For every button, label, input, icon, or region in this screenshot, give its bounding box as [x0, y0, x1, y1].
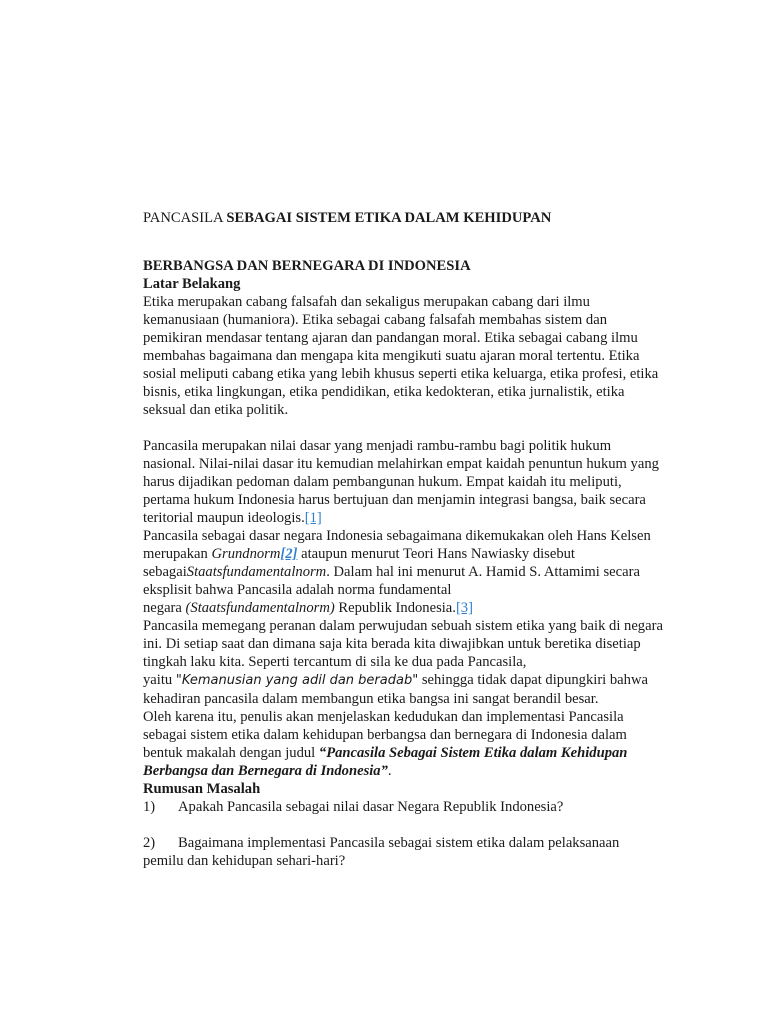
grundnorm-text-a: Pancasila sebagai dasar negara Indonesia sebagaimana dikemukakan oleh Hans Kelsen merupakan — [143, 528, 651, 562]
peranan-text-b: sehingga tidak dapat dipungkiri bahwa kehadiran pancasila dalam membangun etika bangsa ini sangat berandil besar. — [143, 672, 648, 707]
paragraph-nilai-dasar-text: Pancasila merupakan nilai dasar yang menjadi rambu-rambu bagi politik hukum nasional. Nilai-nilai dasar itu kemudian melahirkan empat kaidah penuntun hukum yang harus dijadikan pedoman dalam pembangunan hukum. Empat kaidah itu meliputi, pertama hukum Indonesia harus bertujuan dan menjamin integrasi bangsa, baik secara teritorial maupun ideologis. — [143, 438, 659, 526]
footnote-ref-1[interactable]: [1] — [304, 510, 322, 526]
peranan-yaitu: yaitu — [143, 672, 176, 688]
oleh-karena-end: . — [387, 763, 392, 779]
sila-quote: "Kemanusian yang adil dan beradab" — [175, 673, 419, 688]
grundnorm-term: Grundnorm — [211, 546, 281, 562]
section-heading-latar-belakang: Latar Belakang — [143, 276, 241, 292]
list-item — [143, 798, 663, 816]
list-item — [143, 834, 663, 870]
paragraph-grundnorm — [143, 527, 663, 617]
grundnorm-text-e: Republik Indonesia. — [334, 600, 456, 616]
paragraph-oleh-karena-itu — [143, 708, 663, 780]
title-part-2: SEBAGAI SISTEM ETIKA DALAM KEHIDUPAN — [226, 210, 552, 226]
paragraph-gap — [143, 419, 663, 437]
list-number: 1) — [143, 799, 156, 815]
document-title-line-2: BERBANGSA DAN BERNEGARA DI INDONESIA — [143, 258, 471, 274]
staatsfundamentalnorm-term-2: (Staatsfundamentalnorm) — [185, 600, 335, 616]
list-number: 2) — [143, 835, 156, 851]
grundnorm-text-b: ataupun menurut Teori Hans Nawiasky disebut sebagai — [143, 546, 575, 580]
grundnorm-text-d: negara — [143, 600, 186, 616]
list-text: Apakah Pancasila sebagai nilai dasar Negara Republik Indonesia? — [178, 799, 564, 815]
document-body — [143, 209, 663, 870]
document-title — [143, 209, 663, 227]
list-text: Bagaimana implementasi Pancasila sebagai sistem etika dalam pelaksanaan pemilu dan kehidupan sehari-hari? — [143, 835, 620, 869]
list-gap — [143, 816, 663, 834]
title-part-1: PANCASILA — [143, 210, 223, 226]
makalah-title: “Pancasila Sebagai Sistem Etika dalam Kehidupan Berbangsa dan Bernegara di Indonesia” — [143, 745, 628, 779]
paragraph-etika: Etika merupakan cabang falsafah dan sekaligus merupakan cabang dari ilmu kemanusiaan (humaniora). Etika sebagai cabang falsafah membahas sistem dan pemikiran mendasar tentang ajaran dan pandangan moral. Etika sebagai cabang ilmu membahas bagaimana dan mengapa kita mengikuti suatu ajaran moral tertentu. Etika sosial meliputi cabang etika yang lebih khusus seperti etika keluarga, etika profesi, etika bisnis, etika lingkungan, etika pendidikan, etika kedokteran, etika jurnalistik, etika seksual dan etika politik. — [143, 294, 659, 418]
peranan-text-a: Pancasila memegang peranan dalam perwujudan sebuah sistem etika yang baik di negara ini. Di setiap saat dan dimana saja kita berada kita diwajibkan untuk beretika disetiap tingkah laku kita. Seperti tercantum di sila ke dua pada Pancasila, — [143, 618, 663, 670]
staatsfundamentalnorm-term: Staatsfundamentalnorm — [186, 564, 327, 580]
oleh-karena-text: Oleh karena itu, penulis akan menjelaskan kedudukan dan implementasi Pancasila sebagai sistem etika dalam kehidupan berbangsa dan bernegara di Indonesia dalam bentuk makalah dengan judul — [143, 709, 627, 761]
paragraph-peranan — [143, 617, 663, 708]
paragraph-nilai-dasar — [143, 437, 663, 527]
footnote-ref-3[interactable]: [3] — [455, 600, 473, 616]
footnote-ref-2[interactable]: [2] — [280, 546, 298, 562]
section-heading-rumusan-masalah: Rumusan Masalah — [143, 781, 261, 797]
grundnorm-text-c: . Dalam hal ini menurut A. Hamid S. Attamimi secara eksplisit bahwa Pancasila adalah norma fundamental — [143, 564, 640, 598]
